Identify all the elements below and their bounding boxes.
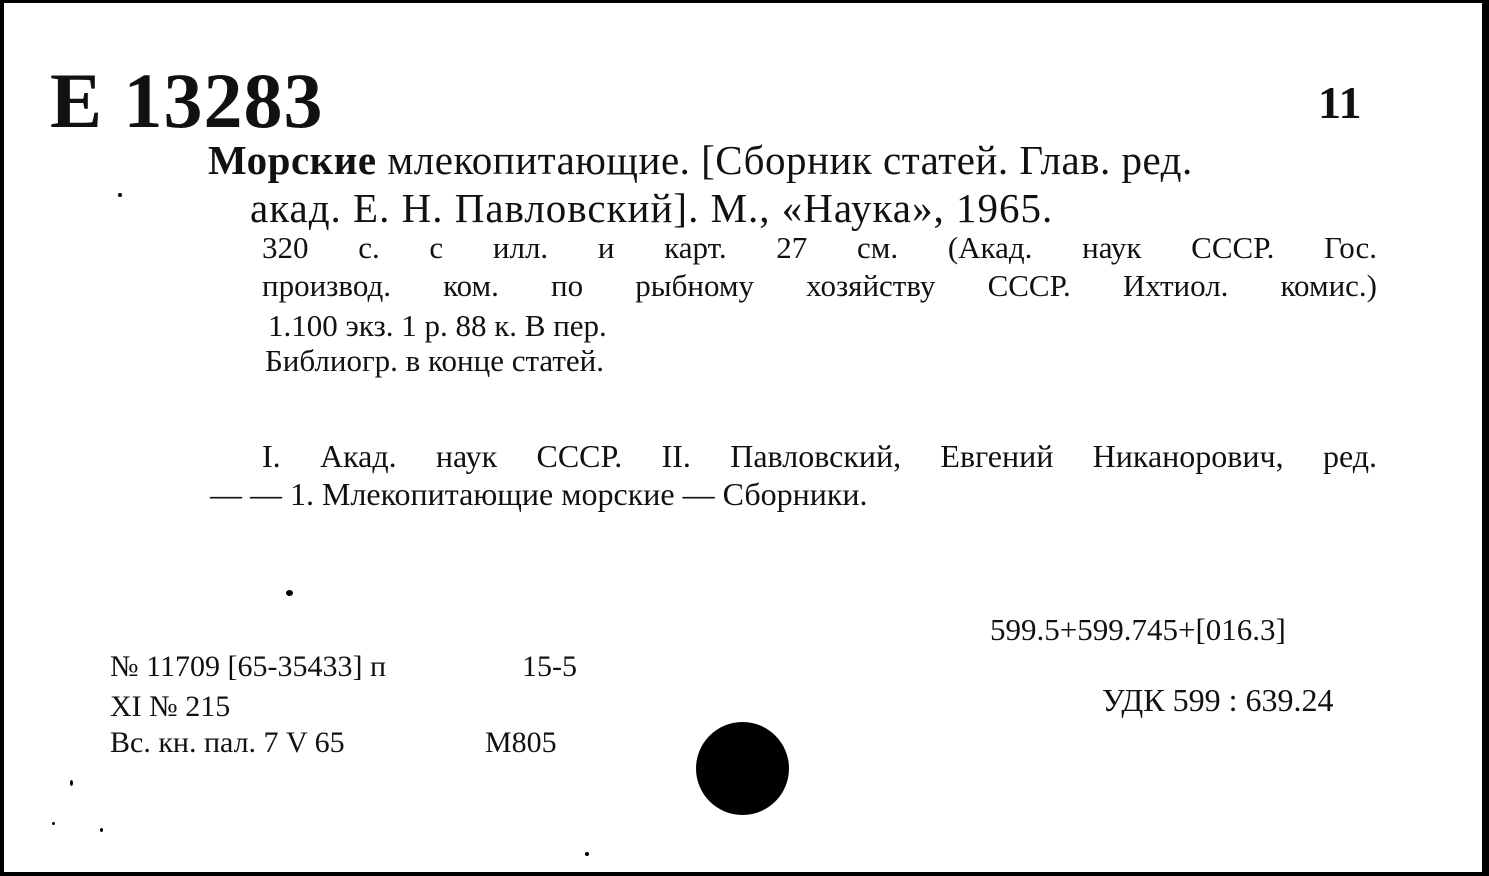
ink-speck bbox=[100, 828, 103, 832]
card-number: 11 bbox=[1318, 77, 1362, 128]
ink-speck bbox=[118, 193, 122, 197]
classification-index: 599.5+599.745+[016.3] bbox=[990, 612, 1286, 647]
accession-line-1-right: 15-5 bbox=[522, 650, 577, 683]
punch-hole bbox=[696, 722, 789, 815]
description-line-4: Библиогр. в конце статей. bbox=[265, 343, 605, 378]
udc-index: УДК 599 : 639.24 bbox=[1102, 682, 1334, 718]
title-line-1 bbox=[208, 137, 1378, 183]
tracing-line-2: — — 1. Млекопитающие морские — Сборники. bbox=[210, 476, 868, 512]
accession-line-1: № 11709 [65-35433] п bbox=[110, 650, 387, 683]
ink-speck bbox=[70, 780, 73, 786]
ink-speck bbox=[286, 590, 293, 596]
description-line-2: производ. ком. по рыбному хозяйству СССР. Ихтиол. комис.) bbox=[262, 268, 1377, 303]
title-main-word: Морские bbox=[208, 137, 377, 183]
accession-line-3: Вс. кн. пал. 7 V 65 bbox=[110, 726, 345, 759]
accession-line-2: XI № 215 bbox=[110, 690, 231, 723]
title-line-2: акад. Е. Н. Павловский]. М., «Наука», 1965. bbox=[250, 185, 1054, 231]
call-number: Е 13283 bbox=[50, 57, 324, 144]
ink-speck bbox=[52, 822, 55, 825]
card-right-edge bbox=[1482, 0, 1489, 876]
ink-speck bbox=[585, 852, 589, 856]
description-line-3: 1.100 экз. 1 р. 88 к. В пер. bbox=[268, 308, 607, 343]
tracing-line-1: I. Акад. наук СССР. II. Павловский, Евгений Никанорович, ред. bbox=[262, 438, 1377, 474]
title-line-1-rest: млекопитающие. [Сборник статей. Глав. ред. bbox=[376, 137, 1193, 183]
description-line-1: 320 с. с илл. и карт. 27 см. (Акад. наук СССР. Гос. bbox=[262, 230, 1377, 265]
accession-line-3-right: М805 bbox=[485, 726, 557, 759]
